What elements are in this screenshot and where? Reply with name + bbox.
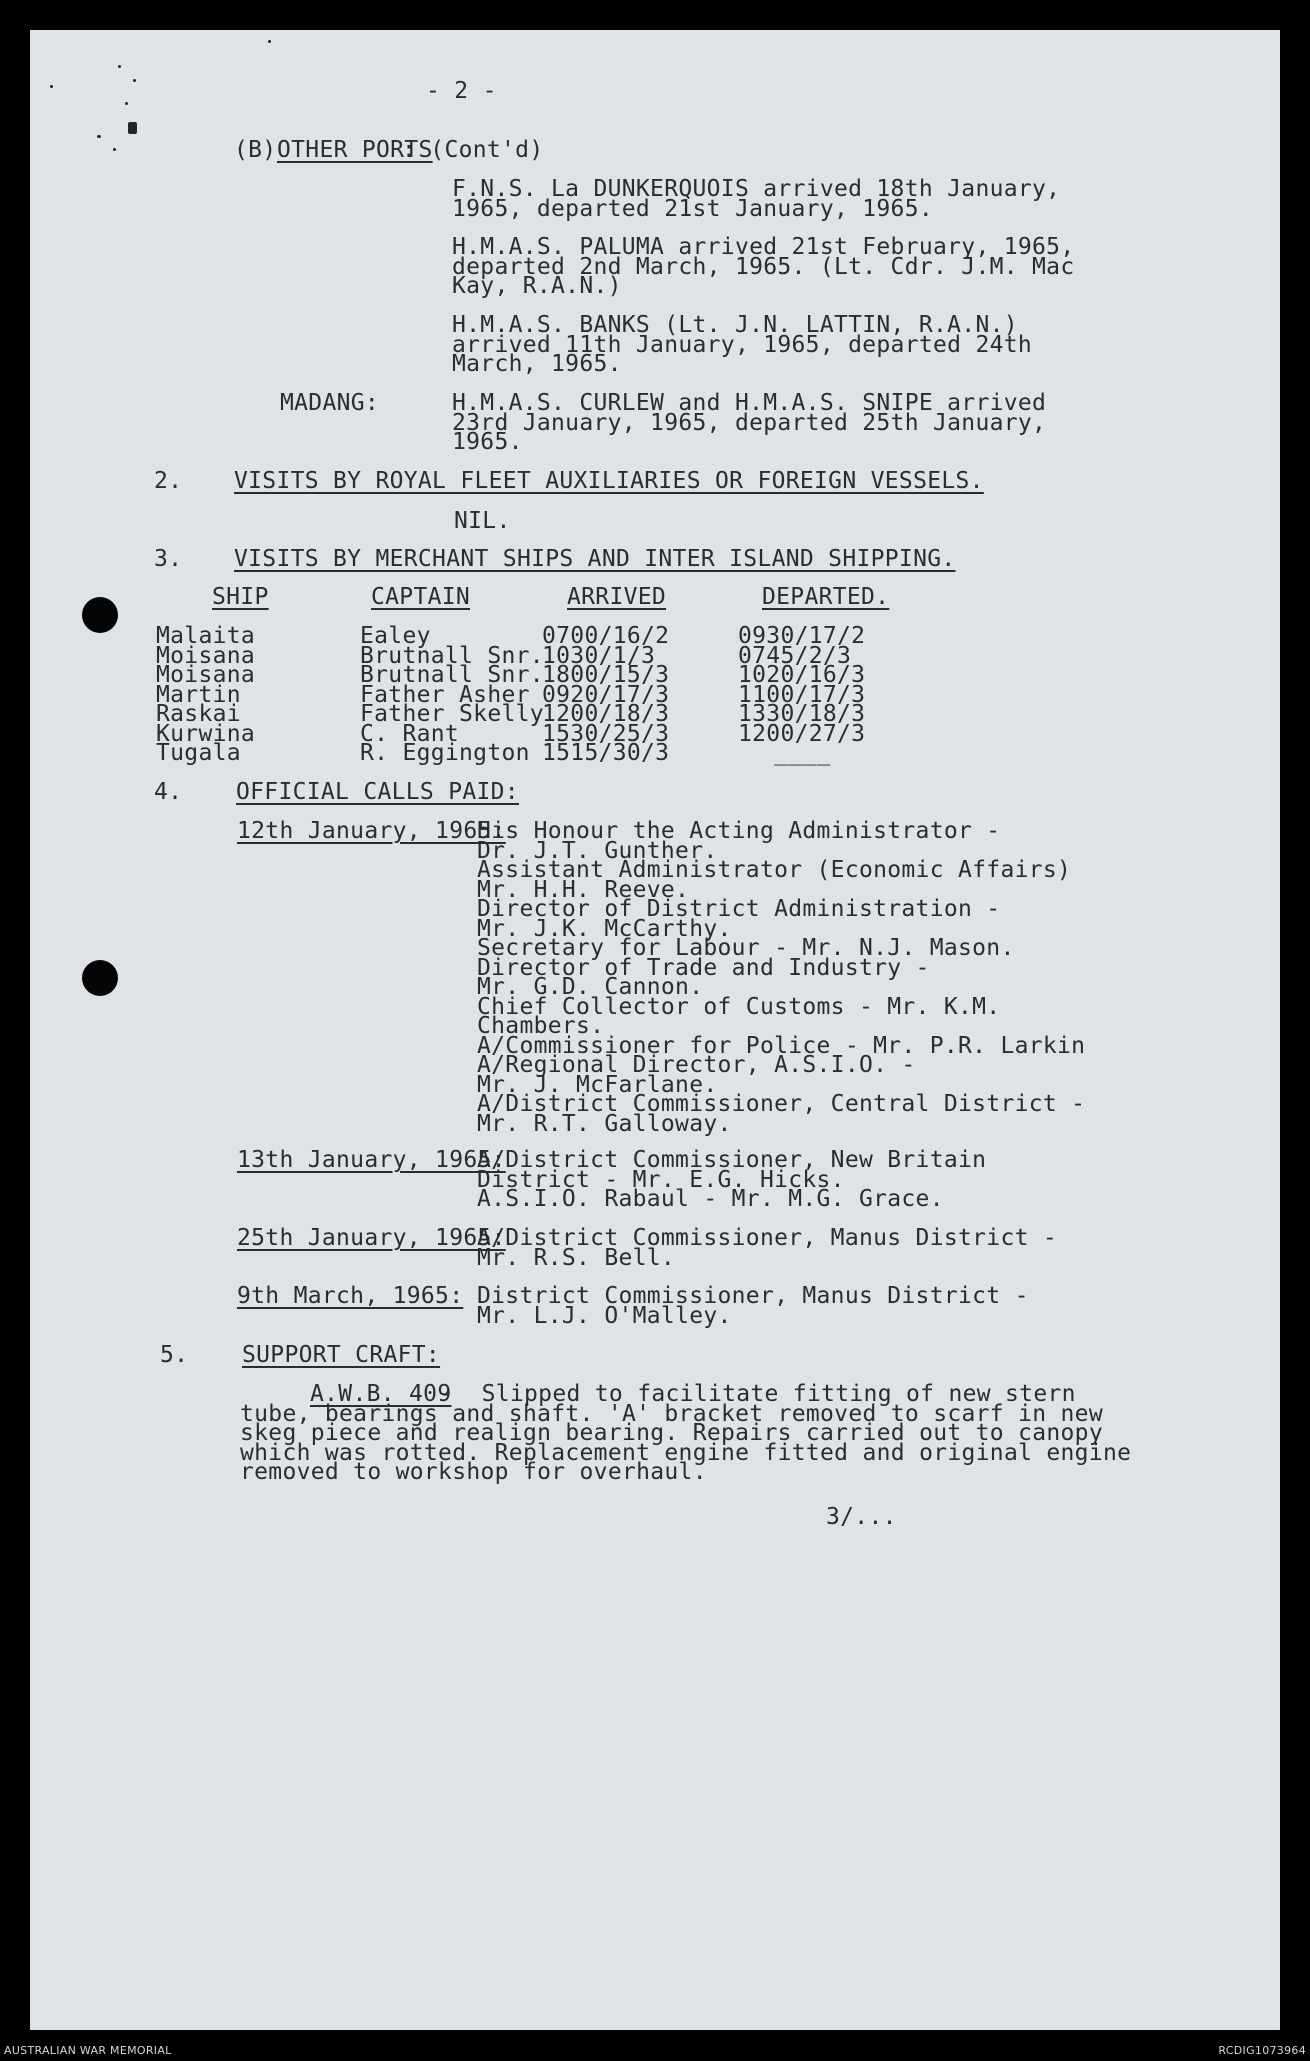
port-visit-line: Kay, R.A.N.) — [452, 273, 622, 299]
punch-hole — [82, 597, 118, 633]
official-call-date: 25th January, 1965: — [237, 1225, 506, 1251]
official-call-line: Mr. J.K. McCarthy. — [477, 915, 732, 942]
departed-cell: 1200/27/3 — [738, 720, 866, 747]
captain-cell: Ealey — [360, 623, 431, 649]
section-b-suffix: : (Cont'd) — [402, 137, 544, 163]
arrived-cell: 1030/1/3 — [542, 642, 656, 669]
official-call-line: Chief Collector of Customs - Mr. K.M. — [477, 993, 1001, 1020]
captain-cell: Brutnall Snr. — [360, 642, 544, 669]
arrived-cell: 1200/18/3 — [542, 701, 670, 727]
arrived-cell: 1530/25/3 — [542, 720, 670, 747]
paper-speck — [113, 148, 116, 151]
section-2-heading: VISITS BY ROYAL FLEET AUXILIARIES OR FOREIGN VESSELS. — [234, 468, 984, 494]
official-call-line: His Honour the Acting Administrator - — [477, 818, 1001, 844]
port-visit-line: March, 1965. — [452, 351, 622, 377]
captain-cell: R. Eggington — [360, 740, 530, 766]
support-craft-line: skeg piece and realign bearing. Repairs carried out to canopy — [240, 1420, 1103, 1446]
departed-cell: ____ — [774, 740, 831, 766]
archive-footer-right: RCDIG1073964 — [1218, 2044, 1306, 2057]
official-call-line: Director of Trade and Industry - — [477, 954, 930, 981]
port-visit-line: departed 2nd March, 1965. (Lt. Cdr. J.M. Mac — [452, 253, 1075, 280]
official-call-line: A/Commissioner for Police - Mr. P.R. Larkin — [477, 1032, 1086, 1059]
arrived-cell: 0920/17/3 — [542, 681, 670, 708]
support-craft-line: tube, bearings and shaft. 'A' bracket removed to scarf in new — [240, 1400, 1103, 1427]
paper-speck — [125, 102, 128, 105]
section-2-number: 2. — [154, 468, 183, 494]
departed-cell: 1020/16/3 — [738, 662, 866, 688]
official-call-line: Dr. J.T. Gunther. — [477, 837, 718, 864]
official-call-line: Mr. R.S. Bell. — [477, 1244, 676, 1271]
port-visit-line: arrived 11th January, 1965, departed 24th — [452, 331, 1033, 358]
official-call-date: 9th March, 1965: — [237, 1283, 464, 1309]
ship-name-cell: Moisana — [156, 642, 256, 669]
official-call-line: Mr. J. McFarlane. — [477, 1071, 718, 1098]
support-craft-line: which was rotted. Replacement engine fitted and original engine — [240, 1439, 1132, 1466]
section-5-number: 5. — [160, 1342, 189, 1368]
section-4-number: 4. — [154, 779, 183, 805]
captain-cell: Father Asher — [360, 681, 530, 708]
official-call-line: A/Regional Director, A.S.I.O. - — [477, 1052, 916, 1078]
paper-speck — [128, 122, 137, 134]
paper-speck — [118, 65, 121, 68]
captain-cell: C. Rant — [360, 720, 460, 747]
document-page — [30, 30, 1280, 2030]
paper-speck — [97, 135, 101, 138]
archive-footer-left: AUSTRALIAN WAR MEMORIAL — [4, 2044, 172, 2057]
section-3-heading: VISITS BY MERCHANT SHIPS AND INTER ISLAND SHIPPING. — [234, 546, 956, 572]
departed-cell: 1100/17/3 — [738, 681, 866, 708]
ship-name-cell: Malaita — [156, 623, 256, 649]
port-visit-line: H.M.A.S. BANKS (Lt. J.N. LATTIN, R.A.N.) — [452, 312, 1018, 338]
madang-line: 23rd January, 1965, departed 25th January, — [452, 409, 1047, 436]
official-call-line: Mr. H.H. Reeve. — [477, 876, 690, 903]
ship-name-cell: Moisana — [156, 662, 256, 688]
madang-label: MADANG: — [280, 390, 380, 416]
port-visit-line: F.N.S. La DUNKERQUOIS arrived 18th January, — [452, 176, 1061, 202]
official-call-line: A/District Commissioner, New Britain — [477, 1147, 987, 1173]
official-call-line: Mr. R.T. Galloway. — [477, 1110, 732, 1137]
support-craft-name: A.W.B. 409 — [310, 1381, 452, 1407]
ship-name-cell: Tugala — [156, 740, 241, 766]
section-4-heading: OFFICIAL CALLS PAID: — [236, 779, 519, 805]
section-3-number: 3. — [154, 546, 183, 572]
paper-speck — [133, 79, 136, 82]
official-call-line: Chambers. — [477, 1013, 605, 1039]
official-call-date: 12th January, 1965: — [237, 818, 506, 844]
table-header-departed: DEPARTED. — [762, 584, 890, 610]
arrived-cell: 0700/16/2 — [542, 623, 670, 649]
section-b-label: (B) — [234, 137, 277, 163]
port-visit-line: 1965, departed 21st January, 1965. — [452, 195, 934, 222]
official-call-line: Assistant Administrator (Economic Affairs) — [477, 857, 1072, 883]
table-header-ship-name: SHIP — [212, 584, 269, 610]
table-header-captain: CAPTAIN — [371, 584, 471, 610]
official-call-line: District - Mr. E.G. Hicks. — [477, 1166, 845, 1193]
official-call-line: Mr. L.J. O'Malley. — [477, 1302, 732, 1329]
official-call-line: A.S.I.O. Rabaul - Mr. M.G. Grace. — [477, 1186, 944, 1212]
madang-line: 1965. — [452, 429, 523, 455]
official-call-line: Secretary for Labour - Mr. N.J. Mason. — [477, 935, 1015, 961]
section-5-heading: SUPPORT CRAFT: — [242, 1342, 441, 1368]
continuation-marker: 3/... — [826, 1504, 897, 1530]
ship-name-cell: Martin — [156, 681, 241, 708]
support-craft-line: - Slipped to facilitate fitting of new stern — [425, 1381, 1076, 1407]
official-call-line: Director of District Administration - — [477, 896, 1001, 922]
section-b-heading: OTHER PORTS — [277, 137, 433, 163]
arrived-cell: 1800/15/3 — [542, 662, 670, 688]
paper-speck — [268, 40, 271, 43]
captain-cell: Brutnall Snr. — [360, 662, 544, 688]
section-2-body: NIL. — [454, 508, 511, 534]
arrived-cell: 1515/30/3 — [542, 740, 670, 766]
departed-cell: 1330/18/3 — [738, 701, 866, 727]
captain-cell: Father Skelly — [360, 701, 544, 727]
paper-speck — [50, 85, 53, 88]
port-visit-line: H.M.A.S. PALUMA arrived 21st February, 1965, — [452, 234, 1075, 260]
departed-cell: 0745/2/3 — [738, 642, 852, 669]
official-call-line: District Commissioner, Manus District - — [477, 1283, 1029, 1309]
official-call-line: A/District Commissioner, Central District - — [477, 1091, 1086, 1117]
official-call-line: Mr. G.D. Cannon. — [477, 974, 704, 1000]
table-header-arrived: ARRIVED — [567, 584, 667, 610]
official-call-date: 13th January, 1965: — [237, 1147, 506, 1173]
madang-line: H.M.A.S. CURLEW and H.M.A.S. SNIPE arrived — [452, 390, 1047, 416]
official-call-line: A/District Commissioner, Manus District - — [477, 1225, 1058, 1251]
page-number: - 2 - — [426, 78, 497, 104]
departed-cell: 0930/17/2 — [738, 623, 866, 649]
ship-name-cell: Kurwina — [156, 720, 256, 747]
punch-hole — [82, 960, 118, 996]
ship-name-cell: Raskai — [156, 701, 241, 727]
support-craft-line: removed to workshop for overhaul. — [240, 1459, 707, 1485]
